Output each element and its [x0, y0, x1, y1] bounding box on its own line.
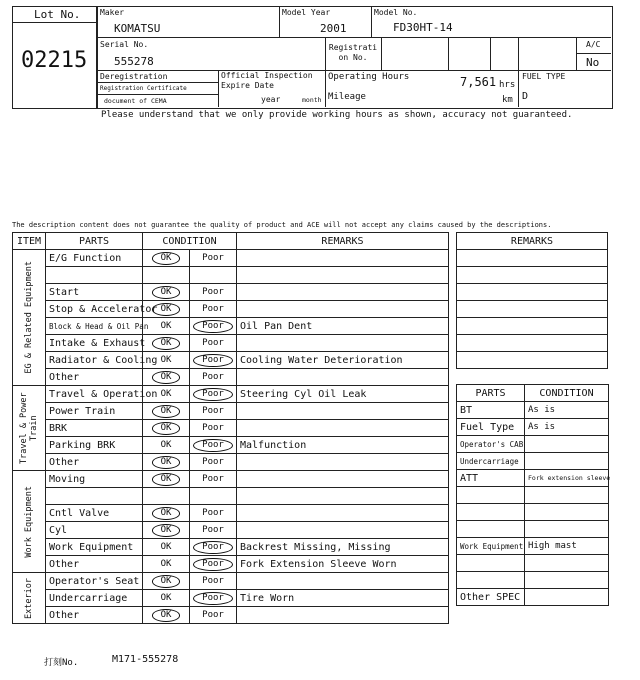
part-cell: Parking BRK [46, 437, 143, 454]
ok-option: OK [152, 473, 181, 486]
registration-label: Registration No. [328, 43, 378, 62]
poor-cell [190, 488, 237, 505]
condition-row [13, 539, 449, 556]
model-year-value: 2001 [320, 22, 347, 35]
remark-cell [237, 471, 449, 488]
side-parts-parts-header: PARTS [457, 385, 525, 402]
remark-cell: Backrest Missing, Missing [237, 539, 449, 556]
side-parts-row [457, 419, 609, 436]
part-cell: Power Train [46, 403, 143, 420]
remark-cell: Steering Cyl Oil Leak [237, 386, 449, 403]
ok-option: OK [160, 389, 172, 399]
condition-row [13, 556, 449, 573]
lot-number: 02215 [21, 48, 88, 73]
remark-cell [237, 420, 449, 437]
poor-option: Poor [202, 287, 224, 297]
part-cell: Other [46, 454, 143, 471]
condition-row [13, 488, 449, 505]
remark-cell [237, 369, 449, 386]
poor-option: Poor [202, 406, 224, 416]
side-condition-cell [525, 504, 609, 521]
ok-option: OK [152, 405, 181, 418]
poor-cell [190, 369, 237, 386]
poor-option: Poor [202, 304, 224, 314]
ok-cell [143, 590, 190, 607]
km-unit: km [502, 95, 513, 105]
poor-cell [190, 301, 237, 318]
side-parts-table [456, 384, 609, 606]
remark-cell [237, 267, 449, 284]
part-cell: Operator's Seat [46, 573, 143, 590]
maker-value: KOMATSU [114, 22, 161, 35]
lot-label: Lot No. [34, 8, 81, 21]
side-parts-row [457, 538, 609, 555]
ok-option: OK [160, 593, 172, 603]
side-parts-row [457, 487, 609, 504]
inspection-year-label: year [261, 95, 281, 104]
remark-cell [237, 488, 449, 505]
part-cell: Undercarriage [46, 590, 143, 607]
condition-row [13, 573, 449, 590]
ok-cell [143, 488, 190, 505]
poor-option: Poor [202, 457, 224, 467]
part-cell: Block & Head & Oil Pan [46, 318, 143, 335]
serial-value: 555278 [114, 55, 154, 68]
ok-cell [143, 369, 190, 386]
part-cell: Intake & Exhaust [46, 335, 143, 352]
part-cell: Cyl [46, 522, 143, 539]
remark-cell: Fork Extension Sleeve Worn [237, 556, 449, 573]
poor-cell [190, 403, 237, 420]
ok-cell [143, 539, 190, 556]
side-parts-row [457, 572, 609, 589]
part-cell: BRK [46, 420, 143, 437]
ok-option: OK [152, 422, 181, 435]
poor-option: Poor [193, 388, 233, 401]
side-part-cell: BT [457, 402, 525, 419]
condition-table-header [13, 233, 449, 250]
part-cell: Work Equipment [46, 539, 143, 556]
condition-row [13, 284, 449, 301]
ok-option: OK [152, 507, 181, 520]
side-remarks-row [457, 301, 608, 318]
poor-cell [190, 420, 237, 437]
registration-certificate-label: Registration Certificate [100, 85, 187, 92]
side-parts-header [457, 385, 609, 402]
poor-cell [190, 556, 237, 573]
poor-cell [190, 386, 237, 403]
ok-cell [143, 318, 190, 335]
poor-cell [190, 573, 237, 590]
ok-option: OK [152, 337, 181, 350]
ok-option: OK [160, 321, 172, 331]
side-part-cell [457, 572, 525, 589]
maker-label: Maker [100, 8, 125, 17]
poor-cell [190, 318, 237, 335]
poor-cell [190, 267, 237, 284]
side-parts-row [457, 504, 609, 521]
ok-option: OK [152, 575, 181, 588]
model-year-label: Model Year [282, 8, 331, 17]
side-remarks-row [457, 250, 608, 267]
condition-row [13, 301, 449, 318]
item-group-cell [13, 471, 46, 573]
remark-cell: Malfunction [237, 437, 449, 454]
ok-cell [143, 573, 190, 590]
side-parts-row [457, 436, 609, 453]
side-parts-row [457, 555, 609, 572]
inspection-month-label: month [302, 96, 322, 104]
poor-option: Poor [202, 508, 224, 518]
poor-option: Poor [202, 253, 224, 263]
poor-option: Poor [193, 541, 233, 554]
remark-cell [237, 607, 449, 624]
condition-row [13, 607, 449, 624]
condition-row [13, 454, 449, 471]
fuel-type-label: FUEL TYPE [522, 72, 566, 81]
remark-cell: Cooling Water Deterioration [237, 352, 449, 369]
poor-cell [190, 437, 237, 454]
inspection-label: Official Inspection Expire Date [221, 71, 313, 90]
side-part-cell: ATT [457, 470, 525, 487]
side-parts-row [457, 521, 609, 538]
part-cell: Cntl Valve [46, 505, 143, 522]
side-parts-row [457, 453, 609, 470]
part-cell: Other [46, 607, 143, 624]
side-condition-cell [525, 572, 609, 589]
item-header: ITEM [13, 233, 46, 250]
side-condition-cell: Fork extension sleeve [525, 470, 609, 487]
condition-row [13, 437, 449, 454]
side-remarks-row [457, 352, 608, 369]
side-part-cell: Other SPEC [457, 589, 525, 606]
remark-cell [237, 284, 449, 301]
condition-row [13, 250, 449, 267]
item-group-cell [13, 386, 46, 471]
part-cell: Other [46, 369, 143, 386]
side-parts-condition-header: CONDITION [525, 385, 609, 402]
part-cell: Other [46, 556, 143, 573]
side-part-cell [457, 555, 525, 572]
operating-hours-label: Operating Hours [328, 72, 410, 82]
poor-cell [190, 454, 237, 471]
serial-label: Serial No. [100, 40, 149, 49]
mileage-label: Mileage [328, 92, 366, 102]
ok-cell [143, 250, 190, 267]
side-condition-cell [525, 555, 609, 572]
poor-option: Poor [193, 558, 233, 571]
part-cell: E/G Function [46, 250, 143, 267]
condition-row [13, 420, 449, 437]
ok-option: OK [152, 303, 181, 316]
side-condition-cell [525, 589, 609, 606]
poor-option: Poor [193, 439, 233, 452]
ok-cell [143, 607, 190, 624]
poor-cell [190, 335, 237, 352]
poor-option: Poor [202, 338, 224, 348]
condition-row [13, 335, 449, 352]
item-group-label: Work Equipment [24, 485, 34, 558]
model-no-value: FD30HT-14 [393, 21, 453, 34]
poor-option: Poor [202, 372, 224, 382]
condition-row [13, 267, 449, 284]
ok-option: OK [152, 371, 181, 384]
side-condition-cell [525, 453, 609, 470]
remark-cell [237, 522, 449, 539]
model-no-label: Model No. [374, 8, 418, 17]
side-condition-cell: As is [525, 419, 609, 436]
remark-cell [237, 573, 449, 590]
ok-cell [143, 437, 190, 454]
side-condition-cell: High mast [525, 538, 609, 555]
remark-cell [237, 403, 449, 420]
hours-unit: hrs [499, 80, 516, 90]
ok-option: OK [160, 559, 172, 569]
poor-cell [190, 522, 237, 539]
side-condition-cell [525, 521, 609, 538]
item-group-label: EG & Related Equipment [24, 261, 34, 374]
remark-cell [237, 301, 449, 318]
condition-row [13, 403, 449, 420]
part-cell: Stop & Accelerator [46, 301, 143, 318]
remark-cell [237, 250, 449, 267]
side-remarks-row [457, 284, 608, 301]
ok-option: OK [160, 440, 172, 450]
side-part-cell: Undercarriage [457, 453, 525, 470]
poor-cell [190, 250, 237, 267]
side-condition-cell: As is [525, 402, 609, 419]
side-condition-cell [525, 436, 609, 453]
ok-cell [143, 267, 190, 284]
poor-option: Poor [193, 320, 233, 333]
condition-row [13, 386, 449, 403]
item-group-cell [13, 573, 46, 624]
part-cell [46, 267, 143, 284]
side-remarks-header: REMARKS [457, 233, 608, 250]
condition-row [13, 352, 449, 369]
poor-cell [190, 471, 237, 488]
condition-row [13, 471, 449, 488]
side-part-cell [457, 521, 525, 538]
side-parts-row [457, 470, 609, 487]
ok-option: OK [152, 456, 181, 469]
condition-row [13, 522, 449, 539]
condition-table [12, 232, 449, 624]
remark-cell [237, 335, 449, 352]
remark-cell [237, 505, 449, 522]
condition-row [13, 505, 449, 522]
side-part-cell: Operator's CAB [457, 436, 525, 453]
poor-cell [190, 607, 237, 624]
part-cell [46, 488, 143, 505]
poor-option: Poor [202, 610, 224, 620]
ok-cell [143, 556, 190, 573]
description-notice: The description content does not guarantee the quality of product and ACE will not accept any claims caused by the descriptions. [12, 221, 552, 229]
poor-option: Poor [202, 423, 224, 433]
parts-header: PARTS [46, 233, 143, 250]
ac-label: A/C [586, 40, 601, 49]
side-parts-row [457, 589, 609, 606]
item-group-label: Travel & Power Train [19, 392, 39, 464]
poor-cell [190, 505, 237, 522]
ok-option: OK [160, 542, 172, 552]
ok-cell [143, 505, 190, 522]
poor-cell [190, 352, 237, 369]
ac-value: No [586, 56, 600, 69]
condition-header: CONDITION [143, 233, 237, 250]
ok-option: OK [152, 252, 181, 265]
poor-option: Poor [202, 525, 224, 535]
ok-option: OK [152, 524, 181, 537]
ok-cell [143, 471, 190, 488]
side-remarks-row [457, 335, 608, 352]
item-group-label: Exterior [24, 577, 34, 619]
deregistration-label: Deregistration [100, 72, 168, 81]
part-cell: Moving [46, 471, 143, 488]
stamp-value: M171-555278 [112, 654, 179, 665]
ok-cell [143, 522, 190, 539]
item-group-cell [13, 250, 46, 386]
hours-notice: Please understand that we only provide working hours as shown, accuracy not guaranteed. [101, 110, 573, 120]
remarks-header: REMARKS [237, 233, 449, 250]
side-remarks-table [456, 232, 608, 369]
stamp-label: 打刻No. [44, 658, 79, 668]
ok-option: OK [152, 609, 181, 622]
remark-cell: Oil Pan Dent [237, 318, 449, 335]
ok-cell [143, 454, 190, 471]
ok-option: OK [152, 286, 181, 299]
ok-cell [143, 335, 190, 352]
poor-option: Poor [202, 576, 224, 586]
part-cell: Radiator & Cooling [46, 352, 143, 369]
operating-hours-value: 7,561 [460, 75, 497, 89]
side-part-cell [457, 504, 525, 521]
ok-cell [143, 284, 190, 301]
side-part-cell: Fuel Type [457, 419, 525, 436]
side-remarks-row [457, 318, 608, 335]
side-parts-row [457, 402, 609, 419]
ok-cell [143, 403, 190, 420]
poor-option: Poor [202, 474, 224, 484]
remark-cell [237, 454, 449, 471]
poor-cell [190, 539, 237, 556]
condition-row [13, 369, 449, 386]
ok-cell [143, 420, 190, 437]
remark-cell: Tire Worn [237, 590, 449, 607]
part-cell: Travel & Operation [46, 386, 143, 403]
side-part-cell: Work Equipment [457, 538, 525, 555]
side-remarks-row [457, 267, 608, 284]
poor-cell [190, 284, 237, 301]
side-part-cell [457, 487, 525, 504]
condition-row [13, 318, 449, 335]
poor-option: Poor [193, 592, 233, 605]
ok-option: OK [160, 355, 172, 365]
condition-row [13, 590, 449, 607]
poor-option: Poor [193, 354, 233, 367]
side-condition-cell [525, 487, 609, 504]
fuel-type-value: D [522, 91, 529, 102]
cema-label: document of CEMA [104, 97, 167, 105]
poor-cell [190, 590, 237, 607]
part-cell: Start [46, 284, 143, 301]
